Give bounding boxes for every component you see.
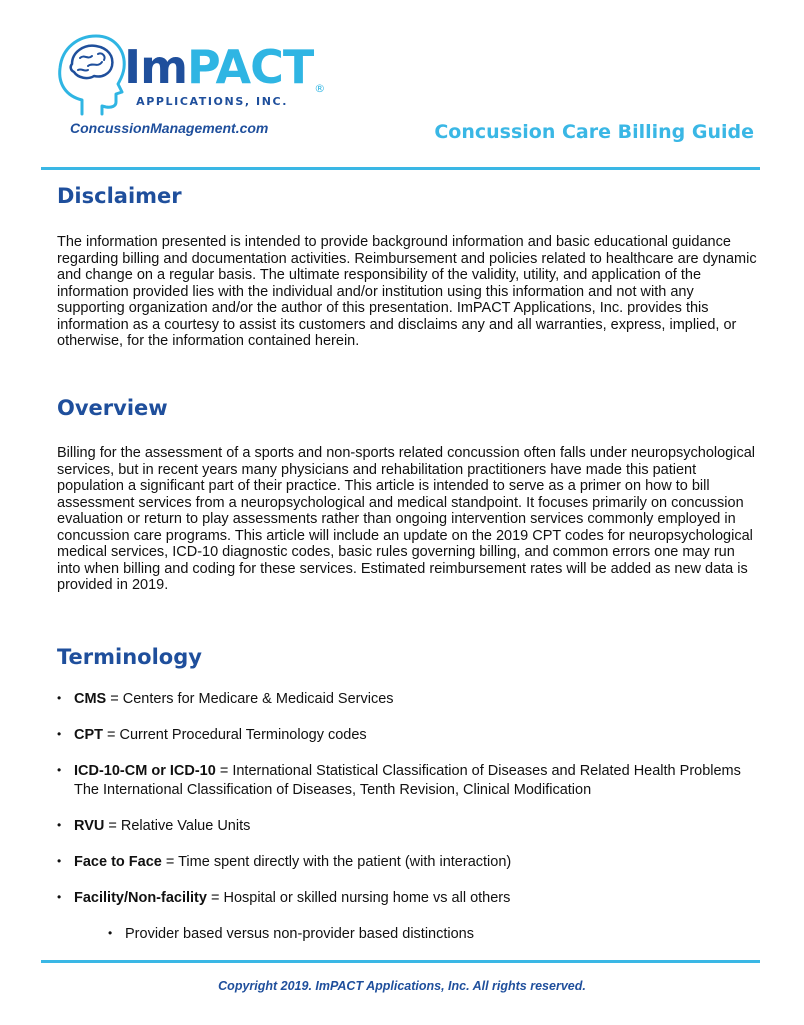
list-item [57,889,767,908]
page-title: Concussion Care Billing Guide [434,121,754,143]
term-definition: = Time spent directly with the patient (with interaction) [161,854,512,870]
term-definition: = Current Procedural Terminology codes [103,727,367,743]
term-name: CPT [74,727,103,743]
term-definition: = Relative Value Units [104,818,251,834]
list-item [57,853,767,872]
terminology-heading: Terminology [57,645,202,669]
term-name: Facility/Non-facility [74,890,207,906]
term-name: ICD-10-CM or ICD-10 [74,763,216,779]
list-item [57,726,767,745]
overview-text: Billing for the assessment of a sports and non-sports related concussion often falls under neuropsychological services, but in recent years many physicians and rehabilitation practitioners have made this patient population a significant part of their practice. This article is intended to serve as a primer on how to bill assessment services from a neuropsychological and medical standpoint. It focuses primarily on concussion evaluation or return to play assessments rather than ongoing intervention services commonly employed in concussion care programs. This article will include an update on the 2019 CPT codes for neuropsychological medical services, ICD-10 diagnostic codes, basic rules governing billing, and common errors one may run into when billing and coding for these services. Estimated reimbursement rates will be added as new data is provided in 2019. [57,445,756,593]
brand-subtitle: APPLICATIONS, INC. [136,95,288,108]
overview-heading: Overview [57,396,168,420]
term-definition: = Centers for Medicare & Medicaid Services [106,691,394,707]
brand-im: Im [124,40,188,94]
page-header [0,0,804,172]
disclaimer-text: The information presented is intended to provide background information and basic educational guidance regarding billing and documentation activities. Reimbursement and policies related to healthcare are dynamic and change on a regular basis. The ultimate responsibility of the validity, utility, and application of the information provided lies with the individual and/or institution using this information and not with any supporting organization and/or the author of this presentation. ImPACT Applications, Inc. provides this information as a courtesy to assist its customers and disclaims any and all warranties, express, implied, or otherwise, for the information contained herein. [57,234,757,349]
list-item [57,690,767,709]
registered-mark: ® [314,82,325,95]
sub-list-item: • Provider based versus non-provider based distinctions [108,925,767,944]
term-name: RVU [74,818,105,834]
footer-divider [41,960,760,963]
site-url: ConcussionManagement.com [70,120,269,136]
list-item [57,762,767,800]
disclaimer-heading: Disclaimer [57,184,182,208]
brand-logo [124,40,325,95]
term-name: CMS [74,691,107,707]
brain-head-icon [52,30,130,118]
header-divider [41,167,760,170]
copyright-footer: Copyright 2019. ImPACT Applications, Inc. All rights reserved. [218,979,586,993]
term-definition: = Hospital or skilled nursing home vs all others [206,890,511,906]
list-item [57,817,767,836]
terminology-list [57,690,767,961]
term-definition: = International Statistical Classification of Diseases and Related Health Problems The International Classification of Diseases, Tenth Revision, Clinical Modification [74,763,741,798]
brand-act: PACT [187,40,314,94]
term-name: Face to Face [74,854,162,870]
